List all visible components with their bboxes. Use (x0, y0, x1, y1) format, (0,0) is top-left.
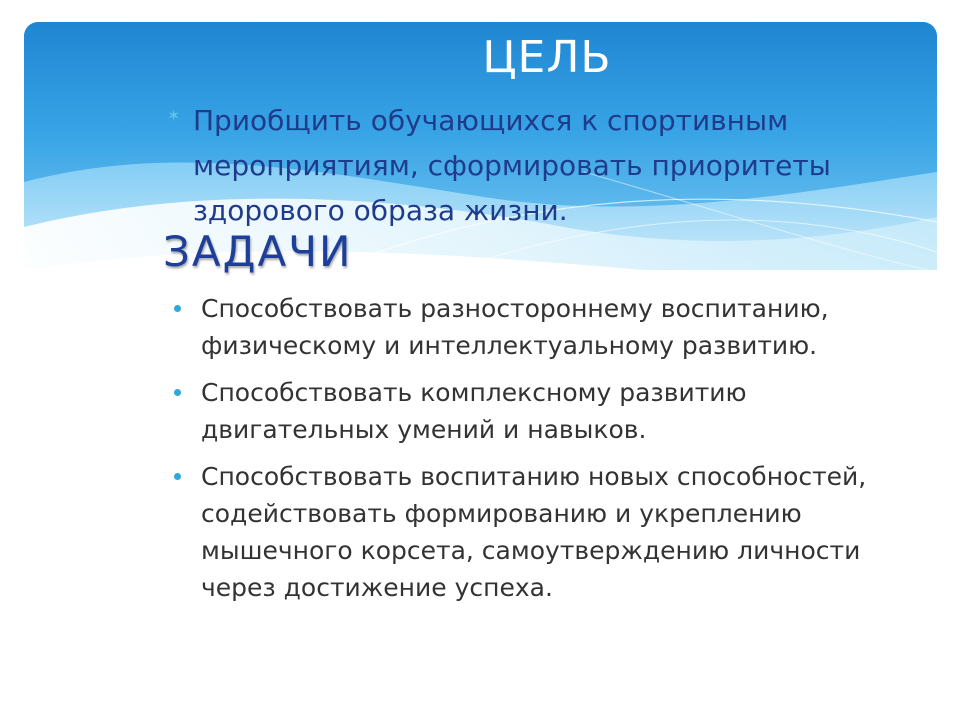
goal-text: Приобщить обучающихся к спортивным мероприятиям, сформировать приоритеты здорового образа жизни. (193, 104, 831, 227)
task-item (172, 374, 932, 448)
goal-bullet-icon: ✶ (167, 106, 181, 125)
tasks-list (172, 290, 932, 616)
task-text: Способствовать разностороннему воспитанию, физическому и интеллектуальному развитию. (201, 294, 829, 360)
bullet-icon (174, 473, 181, 480)
task-text: Способствовать комплексному развитию двигательных умений и навыков. (201, 378, 747, 444)
tasks-title: ЗАДАЧИ (163, 227, 353, 276)
task-item (172, 458, 932, 606)
bullet-icon (174, 389, 181, 396)
goal-title: ЦЕЛЬ (482, 32, 612, 83)
bullet-icon (174, 305, 181, 312)
task-item (172, 290, 932, 364)
task-text: Способствовать воспитанию новых способностей, содействовать формированию и укреплению мышечного корсета, самоутверждению личности через достижение успеха. (201, 462, 867, 602)
